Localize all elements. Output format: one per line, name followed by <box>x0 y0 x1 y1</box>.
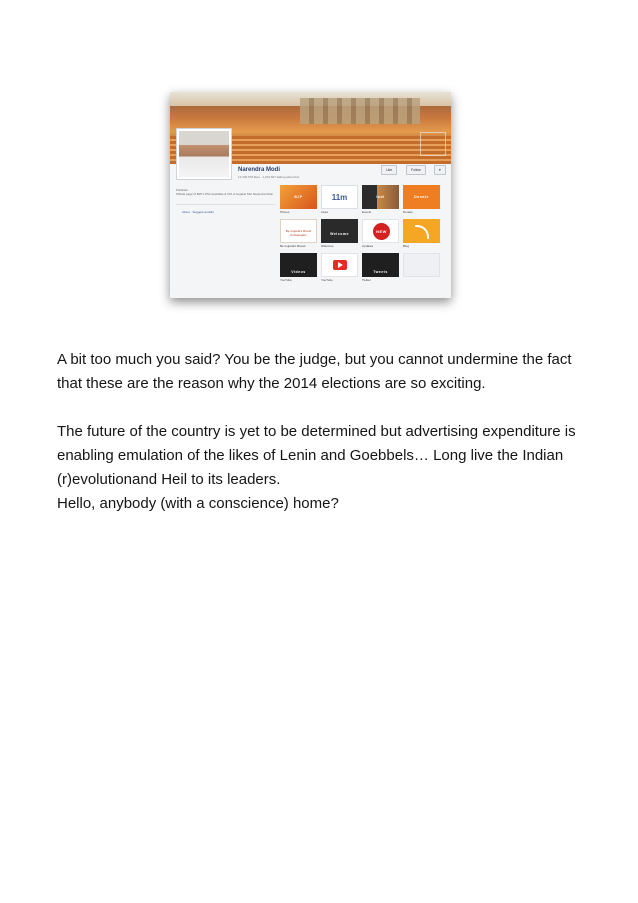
tile-empty <box>403 253 440 282</box>
tile-welcome[interactable]: Welcome Welcome <box>321 219 358 248</box>
tile-brand-ambassador[interactable]: Be Gujarat's Brand Ambassador Be Gujarat's Brand <box>280 219 317 248</box>
paragraph-1: A bit too much you said? You be the judge, but you cannot undermine the fact that these are the reason why the 2014 elections are so exciting. <box>57 351 572 392</box>
tile-donate[interactable]: Donate Donate <box>403 185 440 214</box>
tile-events[interactable]: Indi Events <box>362 185 399 214</box>
tile-youtube[interactable]: YouTube <box>321 253 358 282</box>
tile-updates[interactable]: NEW Updates <box>362 219 399 248</box>
more-button[interactable]: ▾ <box>434 165 446 175</box>
paragraph-2: The future of the country is yet to be determined but advertising expenditure is enabling emulation of the likes of Lenin and Goebbels… Long live the Indian (r)evolutionand Heil to its leaders. <box>57 423 576 488</box>
tile-videos[interactable]: Videos YouTube <box>280 253 317 282</box>
about-text: Official page of BJP's PM candidate & CM of Gujarat Shri Narendra Modi <box>176 192 273 196</box>
about-box <box>176 188 276 196</box>
likes-count: 11m <box>321 185 358 209</box>
about-heading: Politician <box>176 188 189 192</box>
like-button[interactable]: Like <box>381 165 397 175</box>
rss-icon <box>415 225 429 239</box>
suggest-edit-link[interactable]: About · Suggest an Edit <box>182 210 214 214</box>
tile-tweets[interactable]: Tweets Twitter <box>362 253 399 282</box>
profile-subline: 12,345,678 likes · 1,234,567 talking about this <box>238 175 300 179</box>
profile-photo <box>176 128 232 180</box>
divider <box>176 204 276 205</box>
tile-photos[interactable]: BJP Photos <box>280 185 317 214</box>
tile-likes[interactable]: 11m Likes <box>321 185 358 214</box>
follow-button[interactable]: Follow <box>406 165 426 175</box>
facebook-page-screenshot <box>170 92 451 298</box>
tile-blog[interactable]: Blog <box>403 219 440 248</box>
paragraph-3: Hello, anybody (with a conscience) home? <box>57 495 339 512</box>
profile-name: Narendra Modi <box>238 167 281 173</box>
